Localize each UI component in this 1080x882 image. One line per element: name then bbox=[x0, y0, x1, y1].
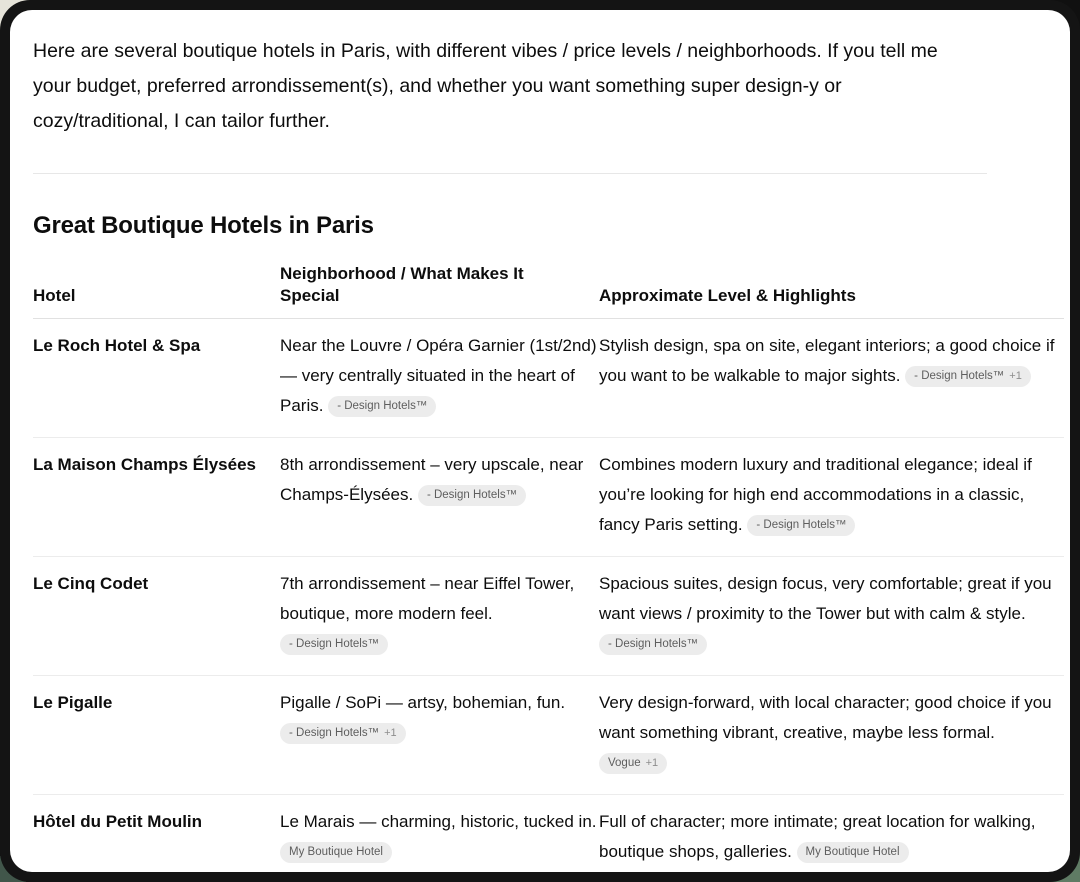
table-row bbox=[33, 795, 1064, 873]
highlights-cell bbox=[599, 438, 1064, 557]
highlights-text: Stylish design, spa on site, elegant interiors; a good choice if you want to be walkable to major sights. bbox=[599, 336, 1055, 385]
hotel-name-cell bbox=[33, 557, 280, 676]
citation-source-label: - Design Hotels™ bbox=[337, 400, 428, 412]
citation-pill[interactable] bbox=[280, 634, 388, 655]
hotel-name: Le Cinq Codet bbox=[33, 574, 149, 593]
hotel-name: Le Pigalle bbox=[33, 693, 113, 712]
table-header-row bbox=[33, 251, 1064, 319]
citation-source-label: - Design Hotels™ bbox=[289, 727, 380, 739]
hotel-name: La Maison Champs Élysées bbox=[33, 455, 256, 474]
column-header-highlights: Approximate Level & Highlights bbox=[599, 251, 1064, 319]
citation-source-label: - Design Hotels™ bbox=[426, 489, 518, 501]
citation-pill[interactable] bbox=[328, 396, 436, 417]
citation-pill[interactable] bbox=[418, 485, 526, 506]
hotel-name-cell bbox=[33, 795, 280, 873]
neighborhood-text: 7th arrondissement – near Eiffel Tower, boutique, more modern feel. bbox=[280, 574, 575, 623]
column-header-neighborhood: Neighborhood / What Makes It Special bbox=[280, 251, 599, 319]
citation-extra-count: +1 bbox=[645, 757, 659, 769]
neighborhood-text: Near the Louvre / Opéra Garnier (1st/2nd) — very centrally situated in the heart of Paris. bbox=[280, 336, 597, 415]
table-row bbox=[33, 319, 1064, 438]
citation-source-label: My Boutique Hotel bbox=[805, 846, 900, 858]
neighborhood-cell bbox=[280, 795, 599, 873]
neighborhood-cell bbox=[280, 557, 599, 676]
hotel-name: Hôtel du Petit Moulin bbox=[33, 812, 203, 831]
highlights-cell bbox=[599, 795, 1064, 873]
hotels-table bbox=[33, 251, 1064, 872]
section-divider bbox=[33, 173, 987, 174]
citation-source-label: Vogue bbox=[608, 757, 641, 769]
column-header-hotel: Hotel bbox=[33, 251, 280, 319]
highlights-cell bbox=[599, 676, 1064, 795]
chat-response-card bbox=[10, 10, 1070, 872]
neighborhood-cell bbox=[280, 438, 599, 557]
hotel-name: Le Roch Hotel & Spa bbox=[33, 336, 201, 355]
citation-pill[interactable] bbox=[599, 634, 707, 655]
highlights-text: Spacious suites, design focus, very comfortable; great if you want views / proximity to the Tower but with calm & style. bbox=[599, 574, 1052, 623]
neighborhood-text: 8th arrondissement – very upscale, near Champs-Élysées. bbox=[280, 455, 584, 504]
citation-extra-count: +1 bbox=[384, 727, 397, 739]
section-title: Great Boutique Hotels in Paris bbox=[33, 212, 374, 239]
hotel-name-cell bbox=[33, 438, 280, 557]
citation-pill[interactable] bbox=[599, 753, 667, 774]
citation-source-label: - Design Hotels™ bbox=[914, 370, 1005, 382]
citation-pill[interactable] bbox=[797, 842, 909, 863]
highlights-cell bbox=[599, 319, 1064, 438]
table-row bbox=[33, 676, 1064, 795]
table-row bbox=[33, 557, 1064, 676]
citation-source-label: - Design Hotels™ bbox=[756, 519, 847, 531]
highlights-text: Combines modern luxury and traditional elegance; ideal if you’re looking for high end accommodations in a classic, fancy Paris setting. bbox=[599, 455, 1032, 534]
highlights-text: Very design-forward, with local character; good choice if you want something vibrant, creative, maybe less formal. bbox=[599, 693, 1052, 742]
neighborhood-text: Pigalle / SoPi — artsy, bohemian, fun. bbox=[280, 693, 566, 712]
intro-paragraph: Here are several boutique hotels in Paris, with different vibes / price levels / neighborhoods. If you tell me your budget, preferred arrondissement(s), and whether you want something super design-y or cozy/traditional, I can tailor further. bbox=[33, 40, 938, 132]
citation-pill[interactable] bbox=[905, 366, 1031, 387]
citation-pill[interactable] bbox=[747, 515, 855, 536]
neighborhood-cell bbox=[280, 319, 599, 438]
citation-extra-count: +1 bbox=[1009, 370, 1022, 382]
neighborhood-text: Le Marais — charming, historic, tucked in. bbox=[280, 812, 597, 831]
highlights-text: Full of character; more intimate; great location for walking, boutique shops, galleries. bbox=[599, 812, 1036, 861]
citation-source-label: - Design Hotels™ bbox=[608, 638, 699, 650]
highlights-cell bbox=[599, 557, 1064, 676]
hotel-name-cell bbox=[33, 676, 280, 795]
citation-source-label: - Design Hotels™ bbox=[289, 638, 380, 650]
citation-source-label: My Boutique Hotel bbox=[289, 846, 383, 858]
table-row bbox=[33, 438, 1064, 557]
citation-pill[interactable] bbox=[280, 842, 392, 863]
citation-pill[interactable] bbox=[280, 723, 406, 744]
neighborhood-cell bbox=[280, 676, 599, 795]
hotel-name-cell bbox=[33, 319, 280, 438]
hotels-table-body bbox=[33, 319, 1064, 873]
